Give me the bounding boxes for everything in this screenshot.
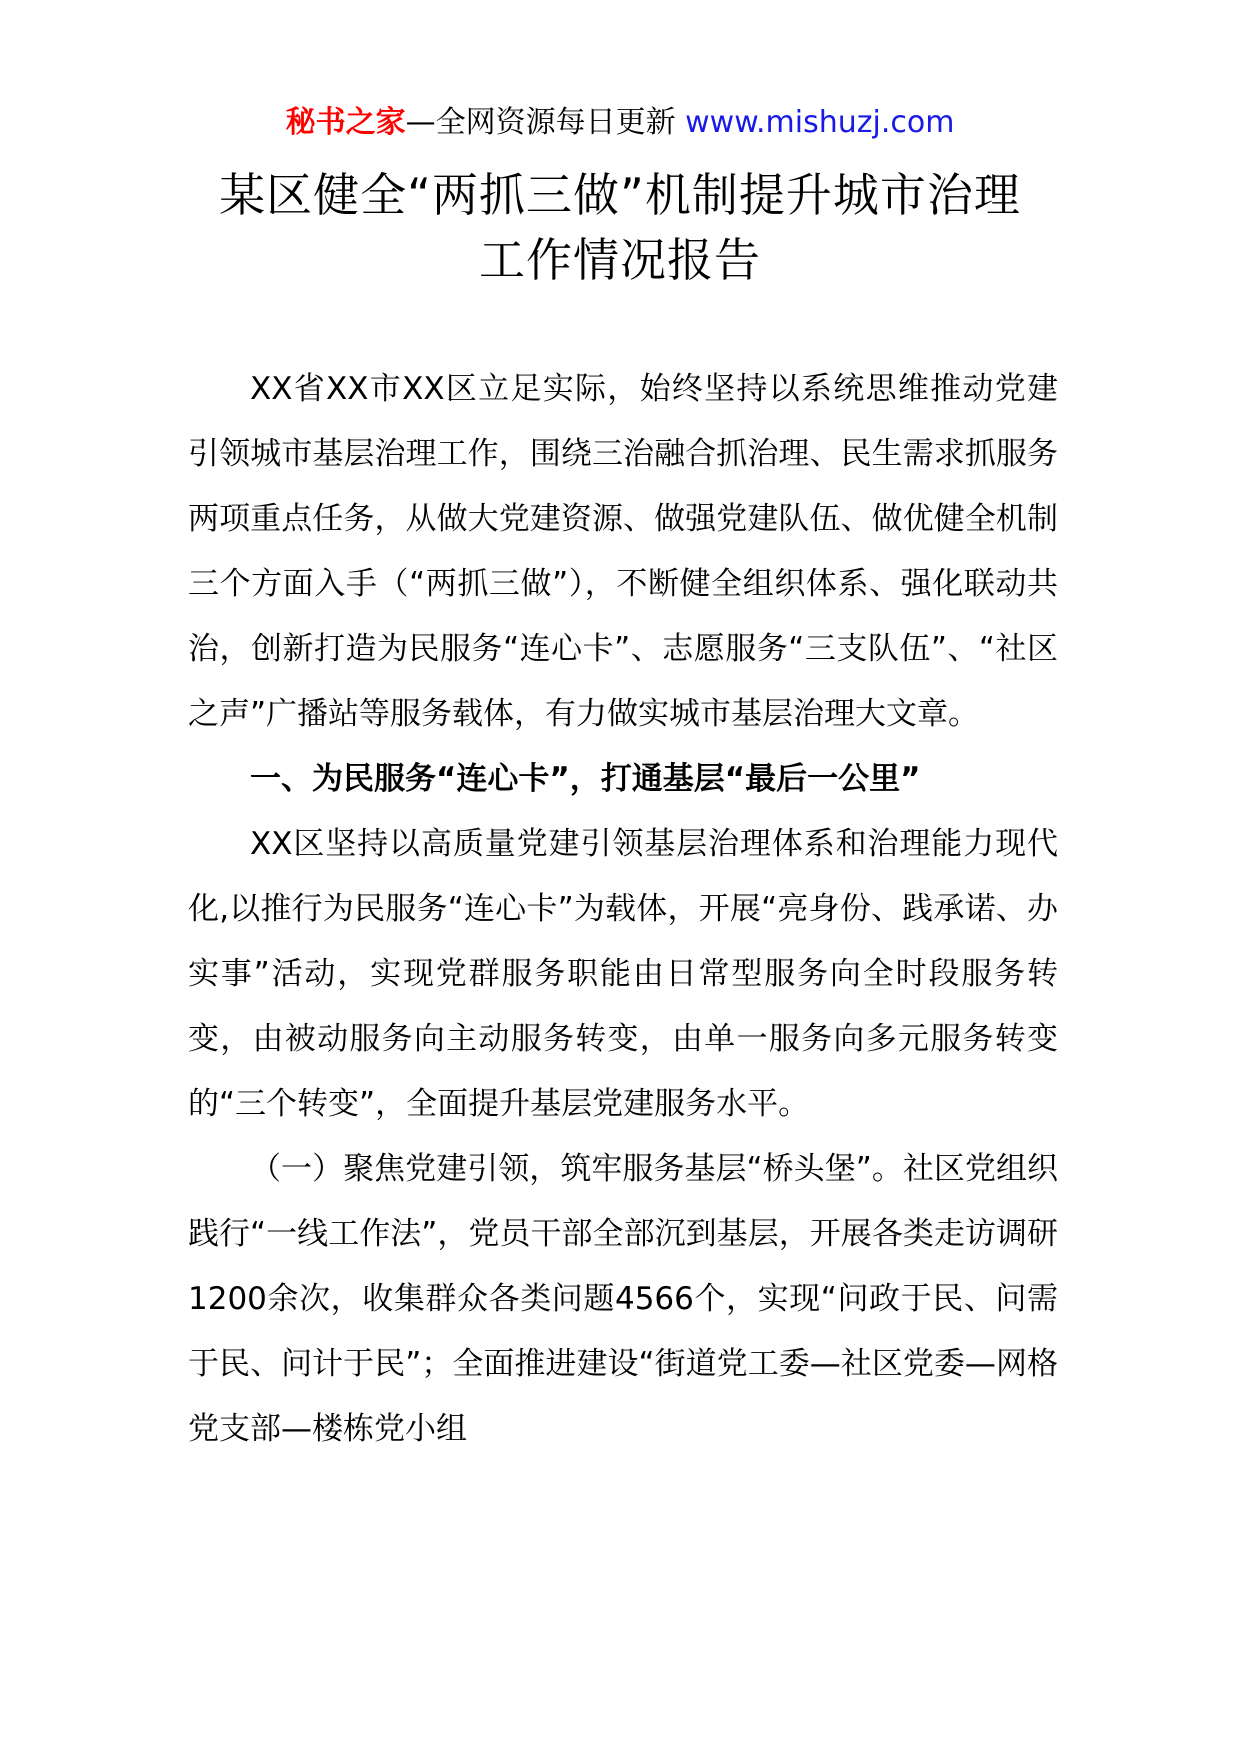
site-header <box>0 103 1240 143</box>
document-title <box>0 163 1240 293</box>
section-heading-1: 一、为民服务“连心卡”，打通基层“最后一公里” <box>250 761 921 797</box>
subsection-1-paragraph: （一）聚焦党建引领，筑牢服务基层“桥头堡”。社区党组织践行“一线工作法”，党员干部全部沉到基层，开展各类走访调研1200余次，收集群众各类问题4566个，实现“问政于民、问需于民、问计于民”；全面推进建设“街道党工委—社区党委—网格党支部—楼栋党小组 <box>188 1151 1058 1447</box>
title-line-1: 某区健全“两抓三做”机制提升城市治理 <box>219 168 1021 222</box>
site-name: 秘书之家 <box>285 105 406 140</box>
intro-paragraph: XX省XX市XX区立足实际，始终坚持以系统思维推动党建引领城市基层治理工作，围绕三治融合抓治理、民生需求抓服务两项重点任务，从做大党建资源、做强党建队伍、做优健全机制三个方面入手（“两抓三做”），不断健全组织体系、强化联动共治，创新打造为民服务“连心卡”、志愿服务“三支队伍”、“社区之声”广播站等服务载体，有力做实城市基层治理大文章。 <box>188 371 1058 732</box>
site-tagline: —全网资源每日更新 <box>405 105 686 140</box>
title-line-2: 工作情况报告 <box>479 233 761 287</box>
document-body <box>188 357 1058 1462</box>
site-url-link[interactable]: www.mishuzj.com <box>685 105 955 140</box>
section-1-paragraph: XX区坚持以高质量党建引领基层治理体系和治理能力现代化,以推行为民服务“连心卡”为载体，开展“亮身份、践承诺、办实事”活动，实现党群服务职能由日常型服务向全时段服务转变，由被动服务向主动服务转变，由单一服务向多元服务转变的“三个转变”，全面提升基层党建服务水平。 <box>188 826 1058 1122</box>
